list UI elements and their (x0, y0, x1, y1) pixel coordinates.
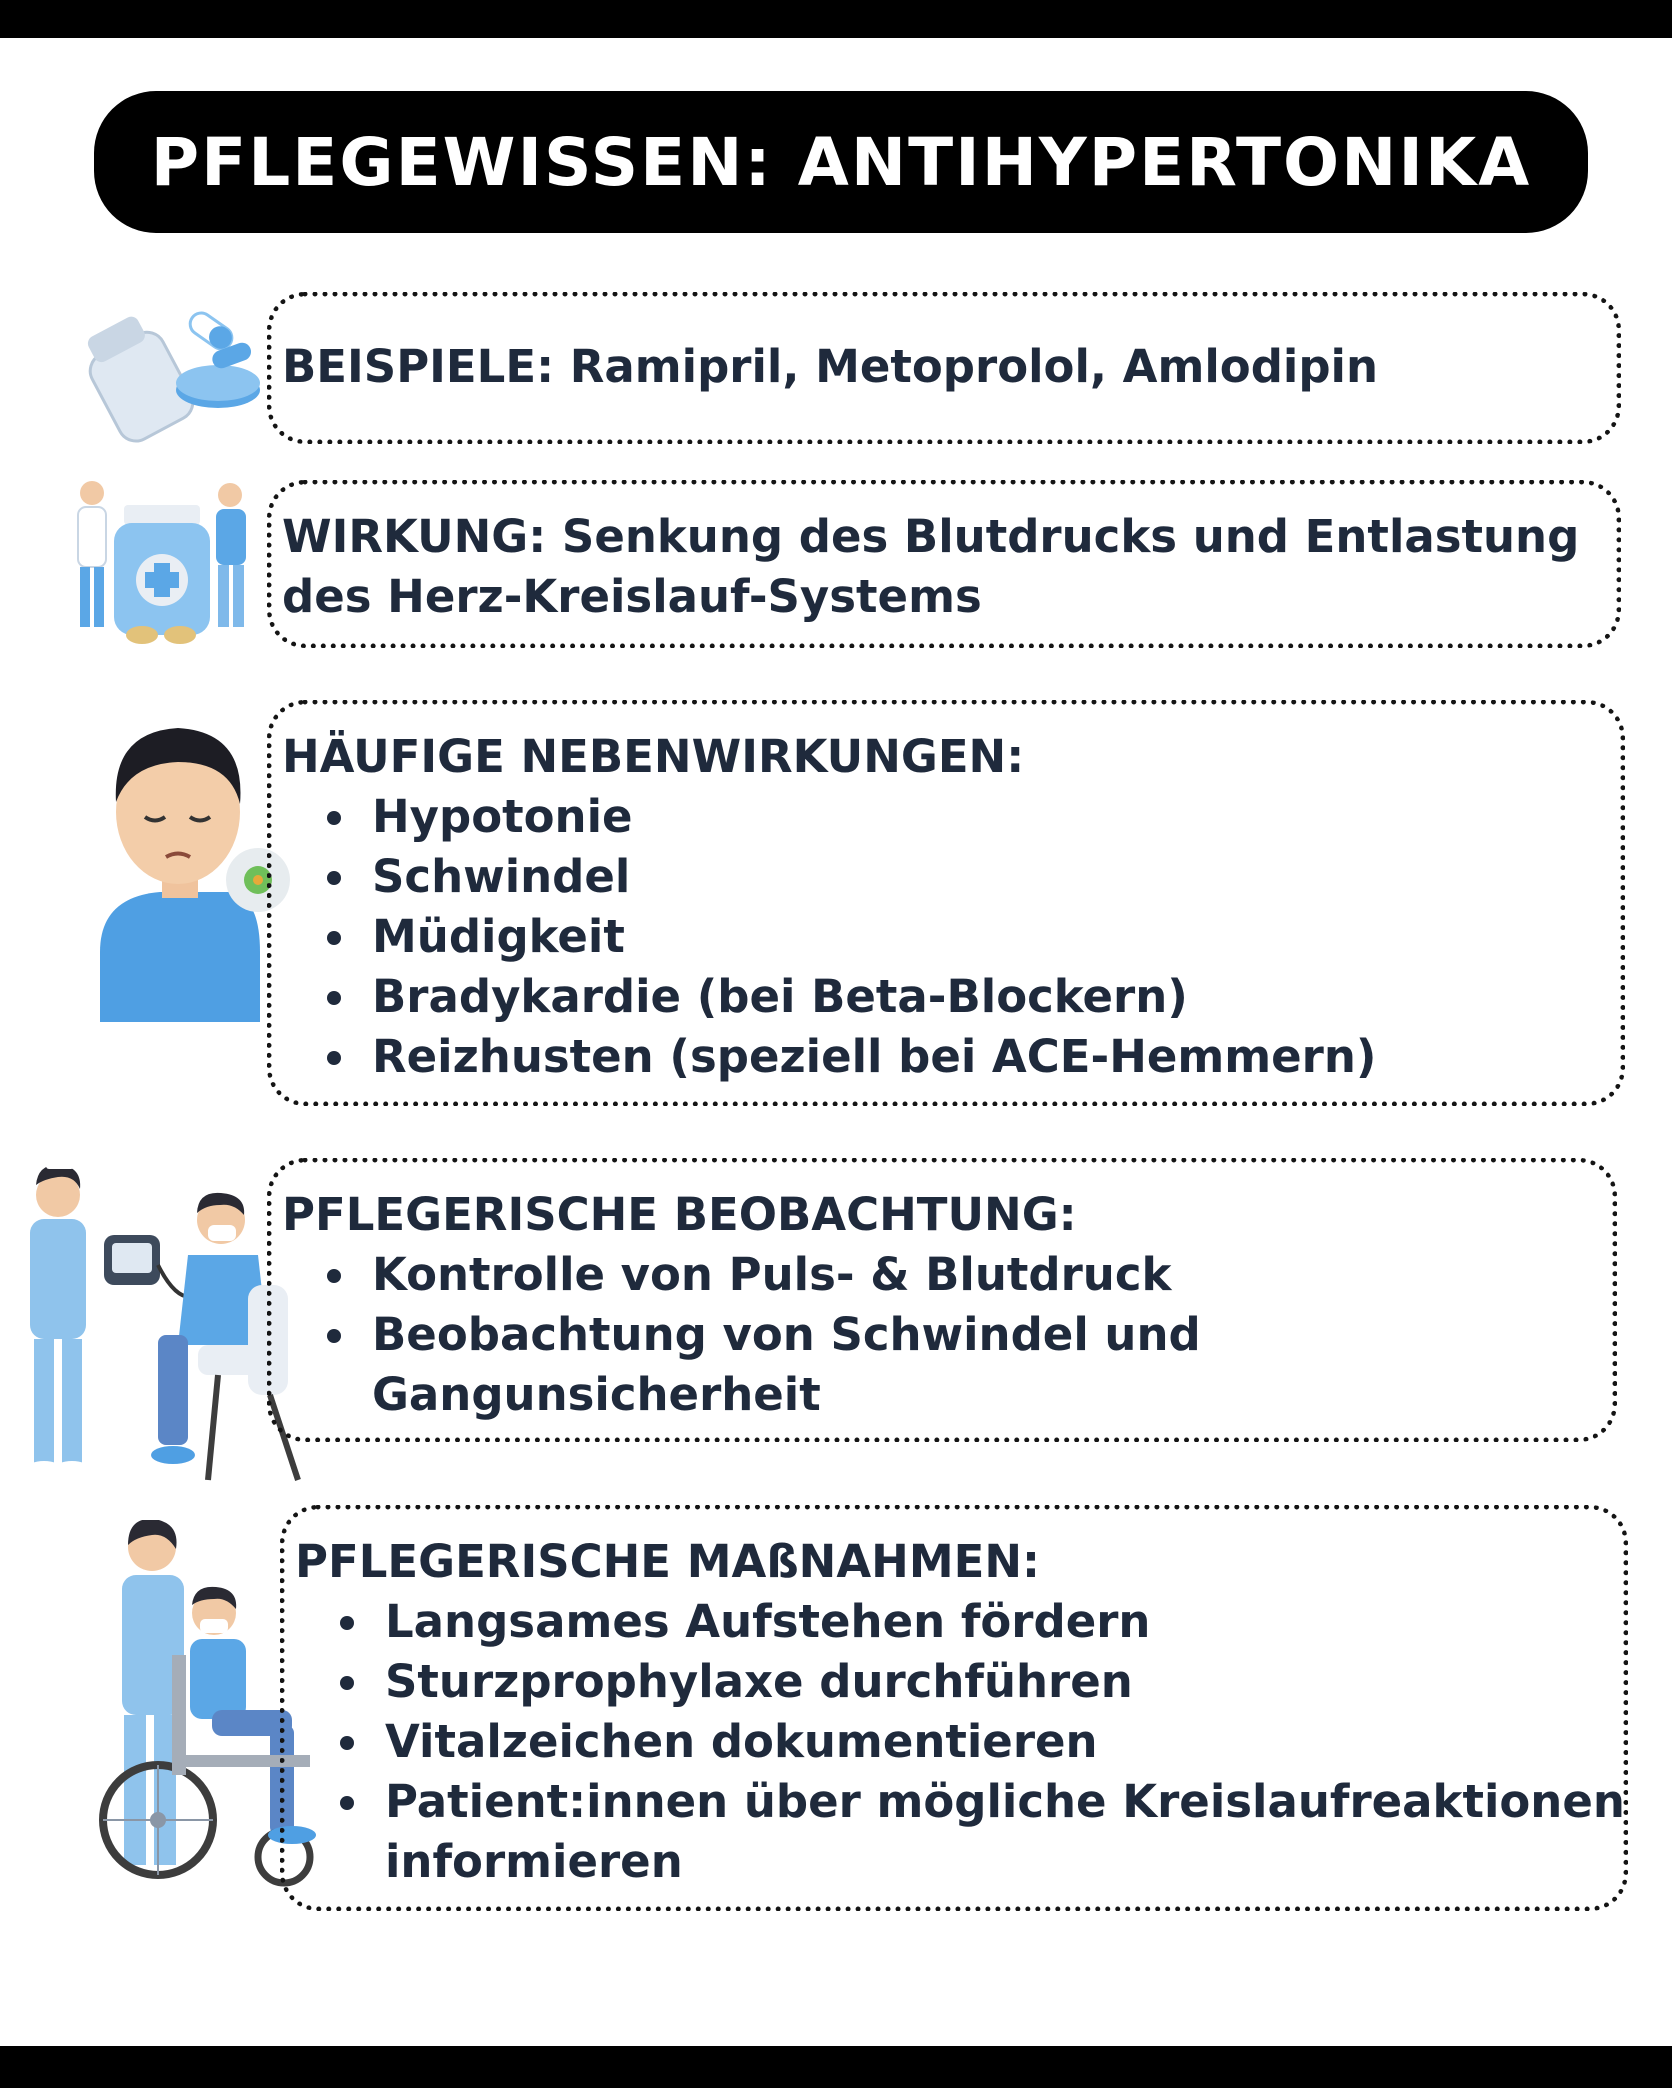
bottom-black-bar (0, 2046, 1672, 2088)
effect-line-2: des Herz-Kreislauf-Systems (282, 570, 982, 623)
list-item: Langsames Aufstehen fördern (340, 1592, 1623, 1652)
measures-heading: PFLEGERISCHE MAßNAHMEN: (295, 1535, 1041, 1588)
side-effects-heading: HÄUFIGE NEBENWIRKUNGEN: (282, 730, 1025, 783)
list-item: Müdigkeit (327, 907, 1620, 967)
effect-box (267, 480, 1621, 648)
list-item: Reizhusten (speziell bei ACE-Hemmern) (327, 1027, 1620, 1087)
page-title: PFLEGEWISSEN: ANTIHYPERTONIKA (150, 123, 1532, 201)
list-item: Sturzprophylaxe durchführen (340, 1652, 1623, 1712)
side-effects-box (267, 700, 1625, 1106)
list-item: Kontrolle von Puls- & Blutdruck (327, 1245, 1612, 1305)
title-banner (94, 91, 1588, 233)
list-item: Bradykardie (bei Beta-Blockern) (327, 967, 1620, 1027)
effect-line-1: WIRKUNG: Senkung des Blutdrucks und Entlastung (282, 510, 1580, 563)
list-item-continuation: informieren (385, 1835, 683, 1888)
list-item: Hypotonie (327, 787, 1620, 847)
examples-text: BEISPIELE: Ramipril, Metoprolol, Amlodipin (282, 340, 1379, 393)
blood-pressure-check-icon (8, 1155, 308, 1485)
side-effects-list (282, 787, 1620, 1087)
observation-list (282, 1245, 1612, 1425)
measures-box (280, 1505, 1628, 1911)
list-item: Schwindel (327, 847, 1620, 907)
doctors-medicine-icon (62, 475, 262, 650)
measures-list (295, 1592, 1623, 1892)
observation-box (267, 1158, 1617, 1442)
list-item: Patient:innen über mögliche Kreislaufreaktionen (340, 1772, 1623, 1832)
observation-heading: PFLEGERISCHE BEOBACHTUNG: (282, 1188, 1077, 1241)
list-item: Beobachtung von Schwindel und (327, 1305, 1612, 1365)
list-item-continuation: Gangunsicherheit (372, 1368, 821, 1421)
pill-bottle-icon (68, 290, 268, 450)
examples-box (267, 292, 1621, 444)
top-black-bar (0, 0, 1672, 38)
list-item: Vitalzeichen dokumentieren (340, 1712, 1623, 1772)
